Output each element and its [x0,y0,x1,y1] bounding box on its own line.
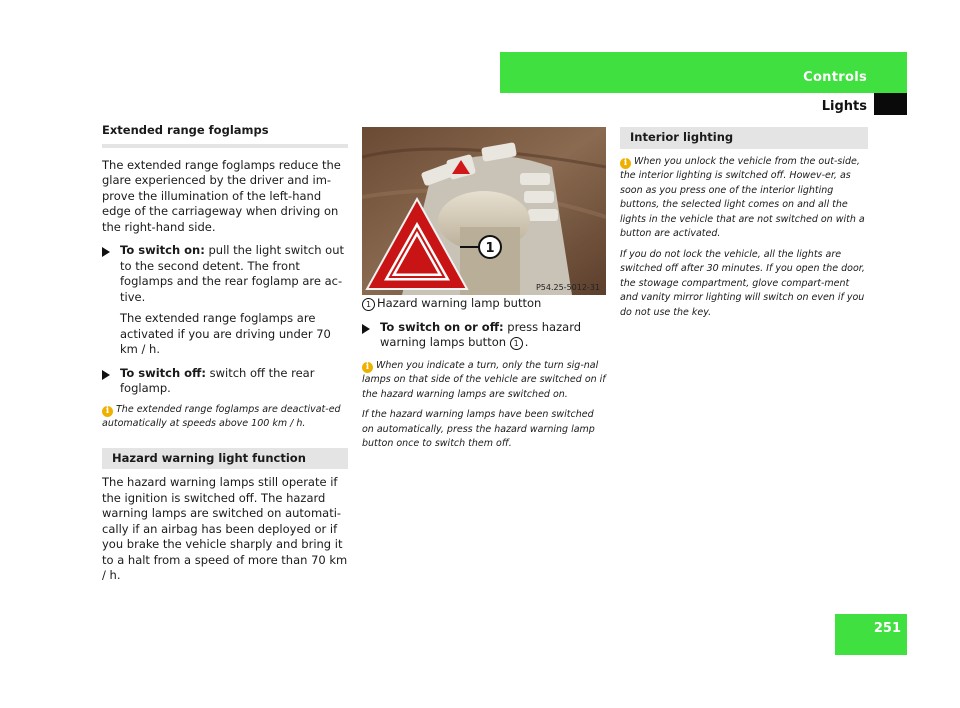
step-end: . [524,335,529,349]
page-number: 251 [873,621,901,636]
info-icon: i [620,158,631,169]
callout-number: 1 [510,337,523,350]
step-arrow-icon [102,370,110,380]
section-title: Controls [803,70,867,85]
section-tab-marker [874,93,907,115]
hazard-note-2: If the hazard warning lamps have been switched on automatically, press the hazard warning lamp button once to switch them off. [362,409,595,449]
step-label: To switch off: [120,365,206,380]
step-label: To switch on or off: [380,319,504,334]
step-label: To switch on: [120,243,205,257]
step-text: pull the light switch out to the second detent. The front foglamps and the rear foglamp are ac-tive. [120,243,344,304]
info-icon: i [102,406,113,417]
step-switch-off [102,366,348,397]
column-left [102,123,348,584]
note-text: When you indicate a turn, only the turn sig-nal lamps on that side of the vehicle are switched on if the hazard warning lamps are switched on. [362,359,606,400]
step-extra: The extended range foglamps are activated if you are driving under 70 km / h. [120,311,331,356]
note-text: The extended range foglamps are deactivat-ed automatically at speeds above 100 km / h. [102,403,341,429]
photo-caption [362,296,606,312]
foglamps-intro: The extended range foglamps reduce the glare experienced by the driver and im-prove the illumination of the left-hand edge of the carriageway when driving on the right-hand side. [102,157,341,234]
step-switch-on [102,243,348,358]
section-heading-interior: Interior lighting [620,127,868,149]
step-arrow-icon [362,324,370,334]
step-arrow-icon [102,247,110,257]
section-heading-foglamps: Extended range foglamps [102,123,348,148]
step-text: press hazard warning lamps button [380,319,582,349]
hazard-button-photo [362,127,606,295]
note-text: When you unlock the vehicle from the out-side, the interior lighting is switched off. Howev-er, as soon as you press one of the interior lighting buttons, the selected light comes on and all the lights in the vehicle that are not switched on with a button are activated. [620,155,865,239]
hazard-note-1 [362,359,606,403]
subsection-title: Lights [821,99,867,114]
column-right [620,127,868,320]
photo-callout: 1 [485,241,495,256]
interior-note-2: If you do not lock the vehicle, all the lights are switched off after 30 minutes. If you open the door, the stowage compartment, glove compart-ment and vanity mirror lighting will switch on even if you do not use the key. [620,248,865,318]
page-number-box [835,614,907,655]
section-heading-hazard: Hazard warning light function [102,448,348,470]
caption-text: Hazard warning lamp button [377,296,542,310]
step-text: switch off the rear foglamp. [120,365,315,395]
callout-number: 1 [362,298,375,311]
interior-note-1 [620,155,868,242]
photo-code: P54.25-5012-31 [535,283,600,292]
step-switch-on-off [362,320,606,351]
column-middle [362,296,606,452]
info-icon: i [362,362,373,373]
foglamps-note [102,403,348,432]
hazard-text: The hazard warning lamps still operate if the ignition is switched off. The hazard warning lamps are switched on automati-cally if an airbag has been deployed or if you brake the vehicle sharply and bring it to a halt from a speed of more than 70 km / h. [102,475,348,582]
